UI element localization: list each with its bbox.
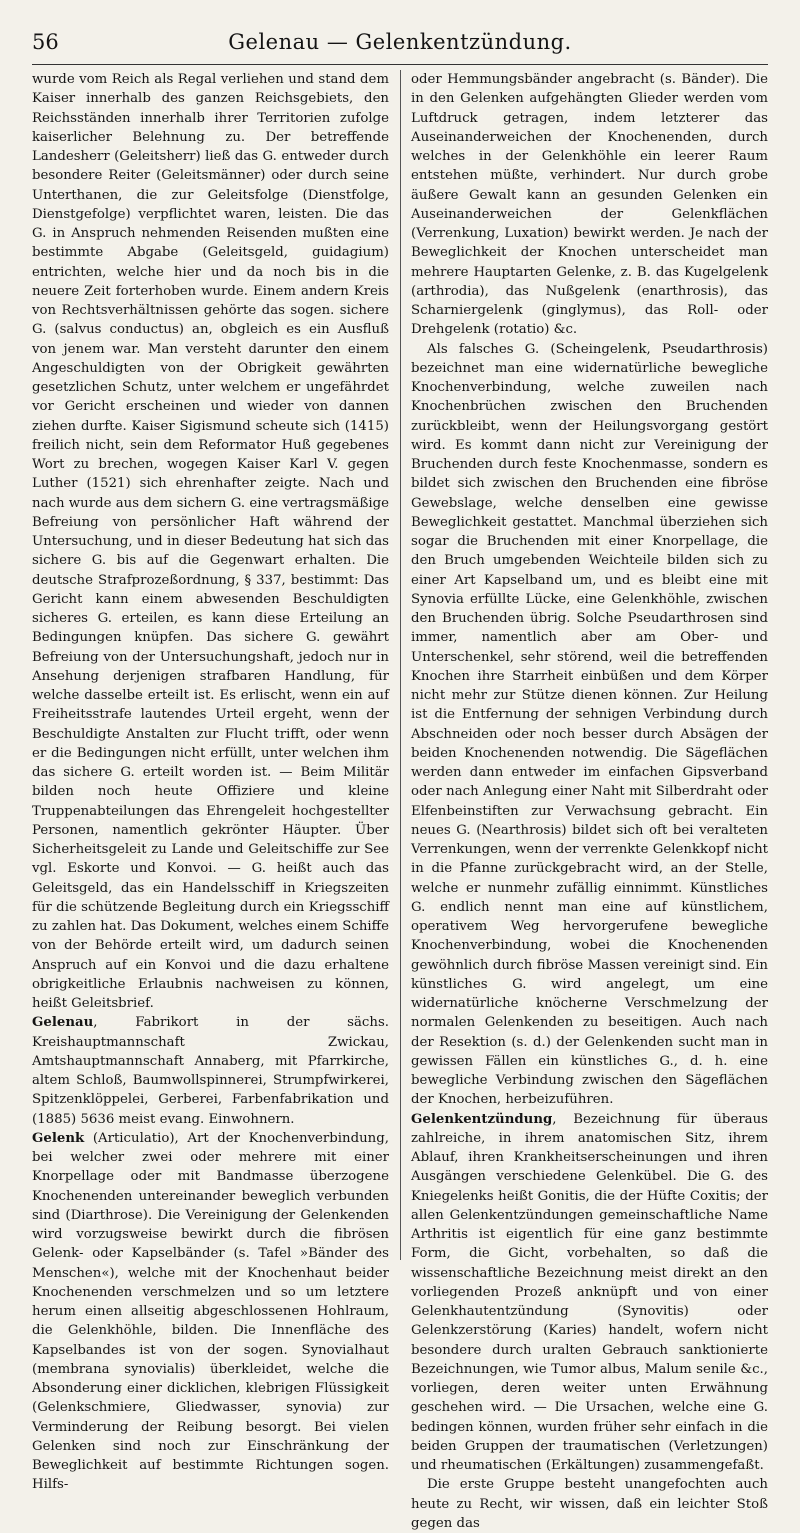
- entry-lemma: Gelenk: [32, 1130, 85, 1146]
- paragraph-text: Die erste Gruppe besteht unangefochten auch heute zu Recht, wir wissen, daß ein leichter Stoß gegen das: [411, 1477, 768, 1531]
- right-column: [411, 70, 768, 1533]
- entry-lemma: Gelenkentzündung: [411, 1111, 553, 1127]
- entry-gelenkentzuendung: [411, 1110, 768, 1476]
- page-header: [32, 30, 768, 64]
- entry-gelenau: [32, 1013, 389, 1129]
- left-column: [32, 70, 389, 1495]
- entry-gelenk: [32, 1129, 389, 1495]
- paragraph: [411, 70, 768, 340]
- paragraph-text: oder Hemmungsbänder angebracht (s. Bänder). Die in den Gelenken aufgehängten Glieder werden vom Luftdruck getragen, indem letzterer das Auseinanderweichen der Knochenenden, durch welches in der Gelenkhöhle ein leerer Raum entstehen müßte, verhindert. Nur durch grobe äußere Gewalt kann an gesunden Gelenken ein Auseinanderweichen der Gelenkflächen (Verrenkung, Luxation) bewirkt werden. Je nach der Beweglichkeit der Knochen unterscheidet man mehrere Hauptarten Gelenke, z. B. das Kugelgelenk (arthrodia), das Nußgelenk (enarthrosis), das Scharniergelenk (ginglymus), das Roll- oder Drehgelenk (rotatio) &c.: [411, 72, 768, 338]
- paragraph: [32, 70, 389, 1013]
- entry-lemma: Gelenau: [32, 1015, 94, 1031]
- entry-text: (Articulatio), Art der Knochenverbindung, bei welcher zwei oder mehrere mit einer Knorpellage oder mit Bandmasse überzogene Knochenenden untereinander beweglich verbunden sind (Diarthrose). Die Vereinigung der Gelenkenden wird vorzugsweise bewirkt durch die fibrösen Gelenk- oder Kapselbänder (s. Tafel »Bänder des Menschen«), welche mit der Knochenhaut beider Knochenenden verschmelzen und so um letztere herum einen allseitig abgeschlossenen Hohlraum, die Gelenkhöhle, bilden. Die Innenfläche des Kapselbandes ist von der sogen. Synovialhaut (membrana synovialis) überkleidet, welche die Absonderung einer dicklichen, klebrigen Flüssigkeit (Gelenkschmiere, Gliedwasser, synovia) zur Verminderung der Reibung besorgt. Bei vielen Gelenken sind noch zur Einschränkung der Beweglichkeit auf bestimmte Richtungen sogen. Hilfs-: [32, 1130, 389, 1493]
- page-number: 56: [32, 30, 59, 54]
- entry-text: , Bezeichnung für überaus zahlreiche, in ihrem anatomischen Sitz, ihrem Ablauf, ihren Krankheitserscheinungen und ihren Ausgängen verschiedene Gelenkübel. Die G. des Kniegelenks heißt Gonitis, die der Hüfte Coxitis; der allen Gelenkentzündungen gemeinschaftliche Name Arthritis ist eigentlich für eine ganz bestimmte Form, die Gicht, vorbehalten, so daß die wissenschaftliche Bezeichnung meist direkt an den vorliegenden Prozeß anknüpft und von einer Gelenkhautentzündung (Synovitis) oder Gelenkzerstörung (Karies) handelt, wofern nicht besondere durch uralten Gebrauch sanktionierte Bezeichnungen, wie Tumor albus, Malum senile &c., vorliegen, deren weiter unten Erwähnung geschehen wird. — Die Ursachen, welche eine G. bedingen können, wurden früher sehr einfach in die beiden Gruppen der traumatischen (Verletzungen) und rheumatischen (Erkältungen) zusammengefaßt.: [411, 1111, 768, 1473]
- paragraph-text: Als falsches G. (Scheingelenk, Pseudarthrosis) bezeichnet man eine widernatürliche bewegliche Knochenverbindung, welche zuweilen nach Knochenbrüchen zwischen den Bruchenden zurückbleibt, wenn der Heilungsvorgang gestört wird. Es kommt dann nicht zur Vereinigung der Bruchenden durch feste Knochenmasse, sondern es bildet sich zwischen den Bruchenden eine fibröse Gewebslage, welche denselben eine gewisse Beweglichkeit gestattet. Manchmal überziehen sich sogar die Bruchenden mit einer Knorpellage, die den Bruch umgebenden Weichteile bilden sich zu einer Art Kapselband um, und es bleibt eine mit Synovia erfüllte Lücke, eine Gelenkhöhle, zwischen den Bruchenden übrig. Solche Pseudarthrosen sind immer, namentlich aber am Ober- und Unterschenkel, sehr störend, weil die betreffenden Knochen ihre Starrheit einbüßen und dem Körper nicht mehr zur Stütze dienen können. Zur Heilung ist die Entfernung der sehnigen Verbindung durch Abschneiden oder noch besser durch Absägen der beiden Knochenenden notwendig. Die Sägeflächen werden dann entweder im einfachen Gipsverband oder nach Anlegung einer Naht mit Silberdraht oder Elfenbeinstiften zur Verwachsung gebracht. Ein neues G. (Nearthrosis) bildet sich oft bei veralteten Verrenkungen, wenn der verrenkte Gelenkkopf nicht in die Pfanne zurückgebracht wird, an der Stelle, welche er nunmehr zufällig einnimmt. Künstliches G. endlich nennt man eine auf künstlichem, operativem Weg hervorgerufene bewegliche Knochenverbindung, wobei die Knochenenden gewöhnlich durch fibröse Massen vereinigt sind. Ein künstliches G. wird angelegt, um eine widernatürliche knöcherne Verschmelzung der normalen Gelenkenden zu beseitigen. Auch nach der Resektion (s. d.) der Gelenkenden sucht man in gewissen Fällen ein künstliches G., d. h. eine bewegliche Verbindung zwischen den Sägeflächen der Knochen, herbeizuführen.: [411, 341, 768, 1108]
- paragraph: [411, 1475, 768, 1533]
- column-divider: [400, 70, 401, 1260]
- paragraph: [411, 340, 768, 1110]
- header-rule: [32, 64, 768, 65]
- entry-text: , Fabrikort in der sächs. Kreishauptmannschaft Zwickau, Amtshauptmannschaft Annaberg, mit Pfarrkirche, altem Schloß, Baumwollspinnerei, Strumpfwirkerei, Spitzenklöppelei, Gerberei, Farbenfabrikation und (1885) 5636 meist evang. Einwohnern.: [32, 1015, 389, 1127]
- paragraph-text: wurde vom Reich als Regal verliehen und stand dem Kaiser innerhalb des ganzen Reichsgebiets, den Reichsständen innerhalb ihrer Territorien zufolge kaiserlicher Belehnung zu. Der betreffende Landesherr (Geleitsherr) ließ das G. entweder durch besondere Reiter (Geleitsmänner) oder durch seine Unterthanen, die zur Geleitsfolge (Dienstfolge, Dienstgefolge) verpflichtet waren, leisten. Die das G. in Anspruch nehmenden Reisenden mußten eine bestimmte Abgabe (Geleitsgeld, guidagium) entrichten, welche hier und da noch bis in die neuere Zeit forterhoben wurde. Einem andern Kreis von Rechtsverhältnissen gehörte das sogen. sichere G. (salvus conductus) an, obgleich es ein Ausfluß von jenem war. Man versteht darunter den einem Angeschuldigten von der Obrigkeit gewährten gesetzlichen Schutz, unter welchem er ungefährdet vor Gericht erscheinen und wieder von dannen ziehen durfte. Kaiser Sigismund scheute sich (1415) freilich nicht, sein dem Reformator Huß gegebenes Wort zu brechen, wogegen Kaiser Karl V. gegen Luther (1521) sich ehrenhafter zeigte. Nach und nach wurde aus dem sichern G. eine vertragsmäßige Befreiung von persönlicher Haft während der Untersuchung, und in dieser Bedeutung hat sich das sichere G. bis auf die Gegenwart erhalten. Die deutsche Strafprozeßordnung, § 337, bestimmt: Das Gericht kann einem abwesenden Beschuldigten sicheres G. erteilen, es kann diese Erteilung an Bedingungen knüpfen. Das sichere G. gewährt Befreiung von der Untersuchungshaft, jedoch nur in Ansehung derjenigen strafbaren Handlung, für welche dasselbe erteilt ist. Es erlischt, wenn ein auf Freiheitsstrafe lautendes Urteil ergeht, wenn der Beschuldigte Anstalten zur Flucht trifft, oder wenn er die Bedingungen nicht erfüllt, unter welchen ihm das sichere G. erteilt worden ist. — Beim Militär bilden noch heute Offiziere und kleine Truppenabteilungen das Ehrengeleit hochgestellter Personen, namentlich gekrönter Häupter. Über Sicherheitsgeleit zu Lande und Geleitschiffe zur See vgl. Eskorte und Konvoi. — G. heißt auch das Geleitsgeld, das ein Handelsschiff in Kriegszeiten für die schützende Begleitung durch ein Kriegsschiff zu zahlen hat. Das Dokument, welches einem Schiffe von der Behörde erteilt wird, um dadurch seinen Anspruch auf ein Konvoi und die dazu erhaltene obrigkeitliche Erlaubnis nachweisen zu können, heißt Geleitsbrief.: [32, 72, 389, 1011]
- running-title: Gelenau — Gelenkentzündung.: [228, 30, 572, 54]
